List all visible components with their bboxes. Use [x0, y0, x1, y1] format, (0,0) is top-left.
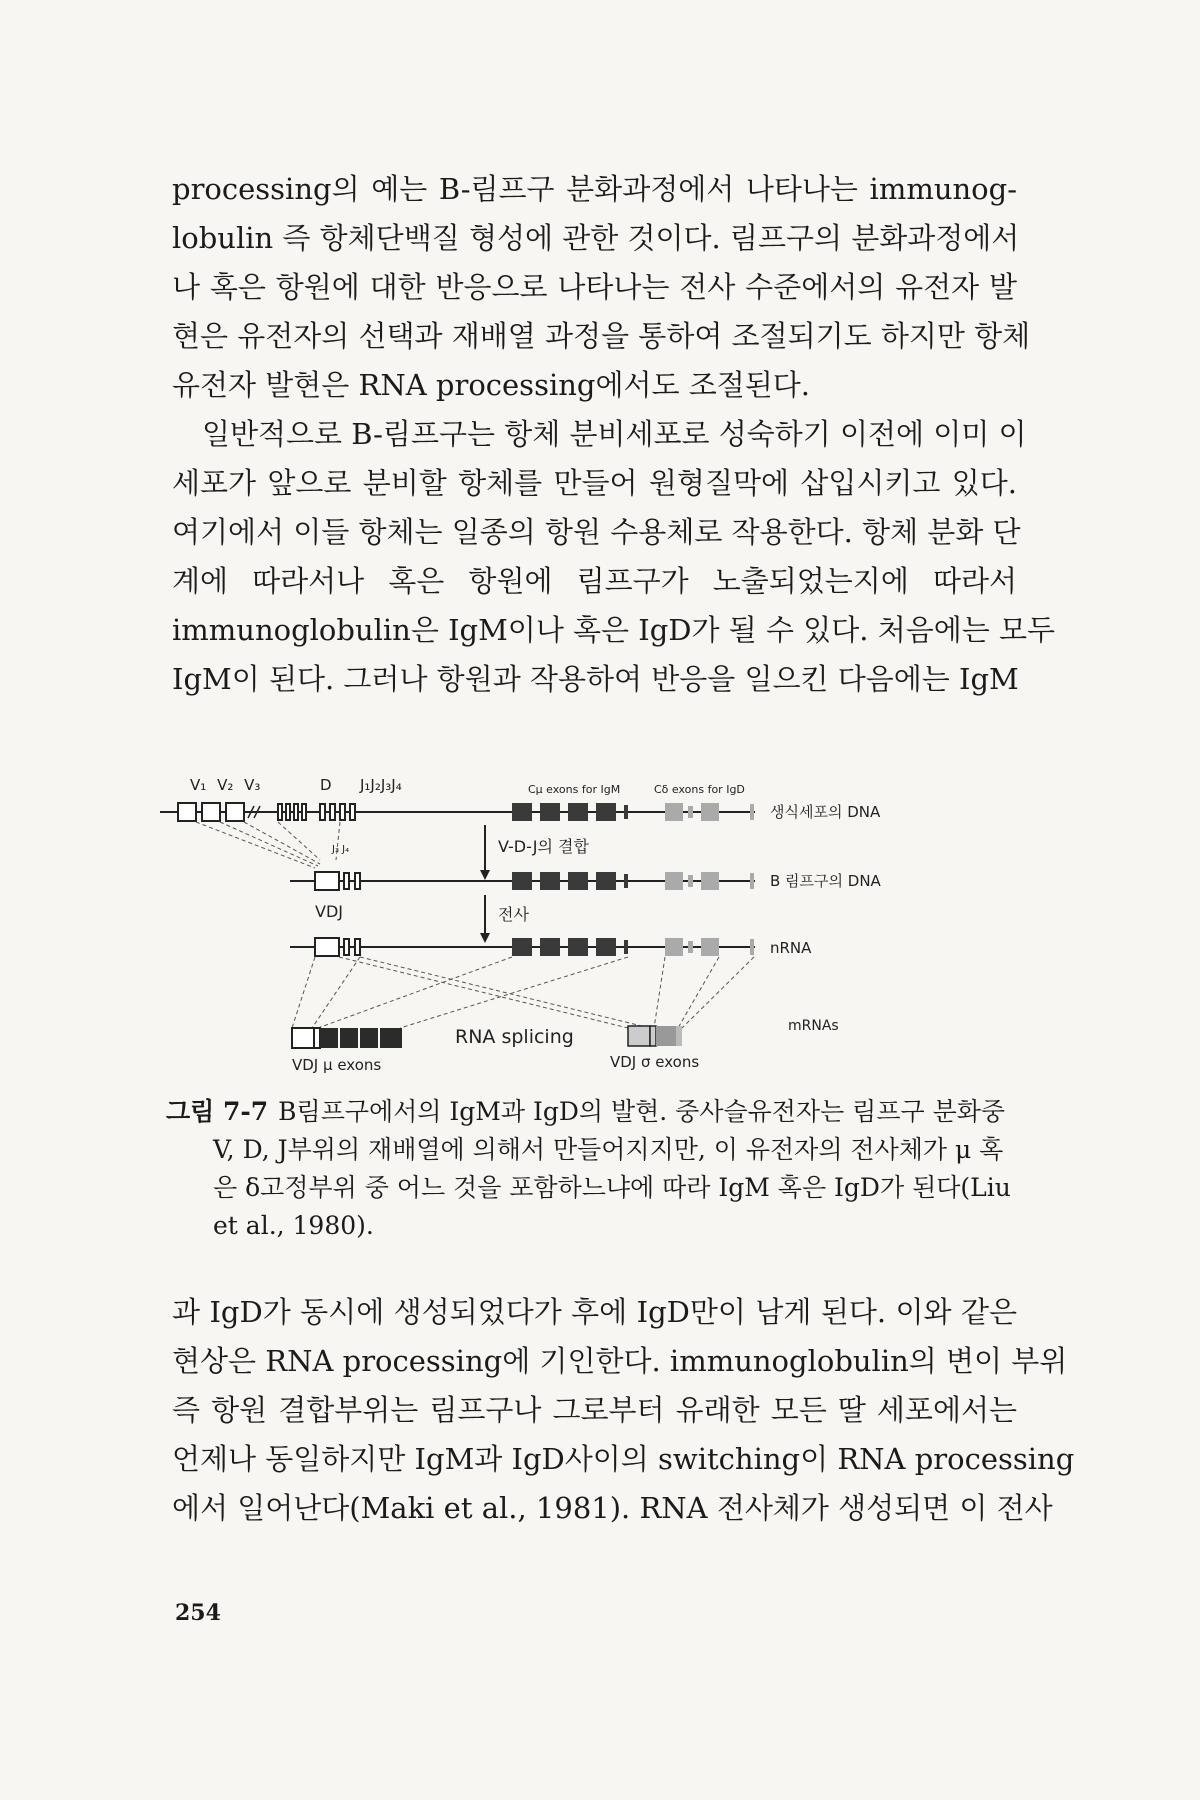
mrna-igm [292, 1028, 402, 1074]
transcription-label: 전사 [498, 905, 529, 924]
figure-diagram [160, 770, 1040, 1080]
paragraph-1 [172, 165, 1031, 410]
text-line: 즉 항원 결합부위는 림프구나 그로부터 유래한 모든 딸 세포에서는 [172, 1393, 1017, 1427]
germline-dna-row [160, 803, 881, 821]
d-label: D [320, 776, 332, 794]
text-line: immunoglobulin은 IgM이나 혹은 IgD가 될 수 있다. 처음에는 모두 [172, 613, 1056, 647]
caption-label: 그림 7-7 [166, 1097, 269, 1126]
paragraph-2 [172, 410, 1056, 704]
text-line: processing의 예는 B-림프구 분화과정에서 나타나는 immunog- [172, 172, 1017, 206]
text-line: 계에 따라서나 혹은 항원에 림프구가 노출되었는지에 따라서 [172, 564, 1017, 598]
cmu-label: Cμ exons for IgM [528, 783, 621, 796]
gene-segment-labels [190, 776, 260, 794]
mrna-igm-label: VDJ μ exons [292, 1056, 382, 1074]
text-line: 세포가 앞으로 분비할 항체를 만들어 원형질막에 삽입시키고 있다. [172, 466, 1017, 500]
caption-text: B림프구에서의 IgM과 IgD의 발현. 중사슬유전자는 림프구 분화중 [278, 1097, 1006, 1126]
mrna-igd [610, 1026, 699, 1071]
vdj-row2-label: VDJ [315, 902, 343, 921]
splicing-lines [292, 957, 754, 1028]
transcription-arrowhead [480, 933, 490, 943]
text-line: 에서 일어난다(Maki et al., 1981). RNA 전사체가 생성되면 이 전사 [172, 1491, 1053, 1525]
figure-caption [166, 1093, 1016, 1245]
nrna-label: nRNA [770, 939, 812, 957]
cdelta-label: Cδ exons for IgD [654, 783, 745, 796]
text-line: IgM이 된다. 그러나 항원과 작용하여 반응을 일으킨 다음에는 IgM [172, 662, 1019, 696]
j3j4-label: J₃ J₄ [332, 844, 350, 855]
text-line: 나 혹은 항원에 대한 반응으로 나타나는 전사 수준에서의 유전자 발 [172, 270, 1017, 304]
caption-first-line [166, 1093, 1016, 1131]
text-line: 현은 유전자의 선택과 재배열 과정을 통하여 조절되기도 하지만 항체 [172, 319, 1031, 353]
caption-line: V, D, J부위의 재배열에 의해서 만들어지지만, 이 유전자의 전사체가 μ 혹 [213, 1135, 1004, 1164]
text-line: 유전자 발현은 RNA processing에서도 조절된다. [172, 368, 810, 402]
b-cell-dna-label: B 림프구의 DNA [770, 872, 881, 890]
paragraph-3 [172, 1288, 1075, 1533]
v2-label: V₂ [217, 776, 234, 794]
page-number: 254 [175, 1600, 221, 1626]
text-line: 여기에서 이들 항체는 일종의 항원 수용체로 작용한다. 항체 분화 단 [172, 515, 1021, 549]
recombination-arrowhead [480, 870, 490, 880]
germline-dna-label: 생식세포의 DNA [770, 803, 881, 821]
text-line: 현상은 RNA processing에 기인한다. immunoglobulin의 변이 부위 [172, 1344, 1068, 1378]
text-line: lobulin 즉 항체단백질 형성에 관한 것이다. 림프구의 분화과정에서 [172, 221, 1020, 255]
text-line: 언제나 동일하지만 IgM과 IgD사이의 switching이 RNA processing [172, 1442, 1075, 1476]
recombination-lines [196, 822, 340, 868]
j-label: J₁J₂J₃J₄ [360, 776, 402, 794]
text-line: 일반적으로 B-림프구는 항체 분비세포로 성숙하기 이전에 이미 이 [202, 417, 1027, 451]
rna-splicing-label: RNA splicing [455, 1026, 574, 1048]
text-line: 과 IgD가 동시에 생성되었다가 후에 IgD만이 남게 된다. 이와 같은 [172, 1295, 1017, 1329]
mrnas-label: mRNAs [788, 1018, 839, 1034]
nrna-row [290, 938, 812, 957]
caption-line: 은 δ고정부위 중 어느 것을 포함하느냐에 따라 IgM 혹은 IgD가 된다(Liu [213, 1173, 1011, 1202]
gene-expression-figure [160, 770, 1040, 1080]
mrna-igd-label: VDJ σ exons [610, 1053, 700, 1071]
v1-label: V₁ [190, 776, 207, 794]
v3-label: V₃ [244, 776, 261, 794]
vdj-joining-label: V-D-J의 결합 [498, 837, 589, 856]
caption-line: et al., 1980). [213, 1211, 374, 1240]
b-cell-dna-row [290, 872, 882, 890]
